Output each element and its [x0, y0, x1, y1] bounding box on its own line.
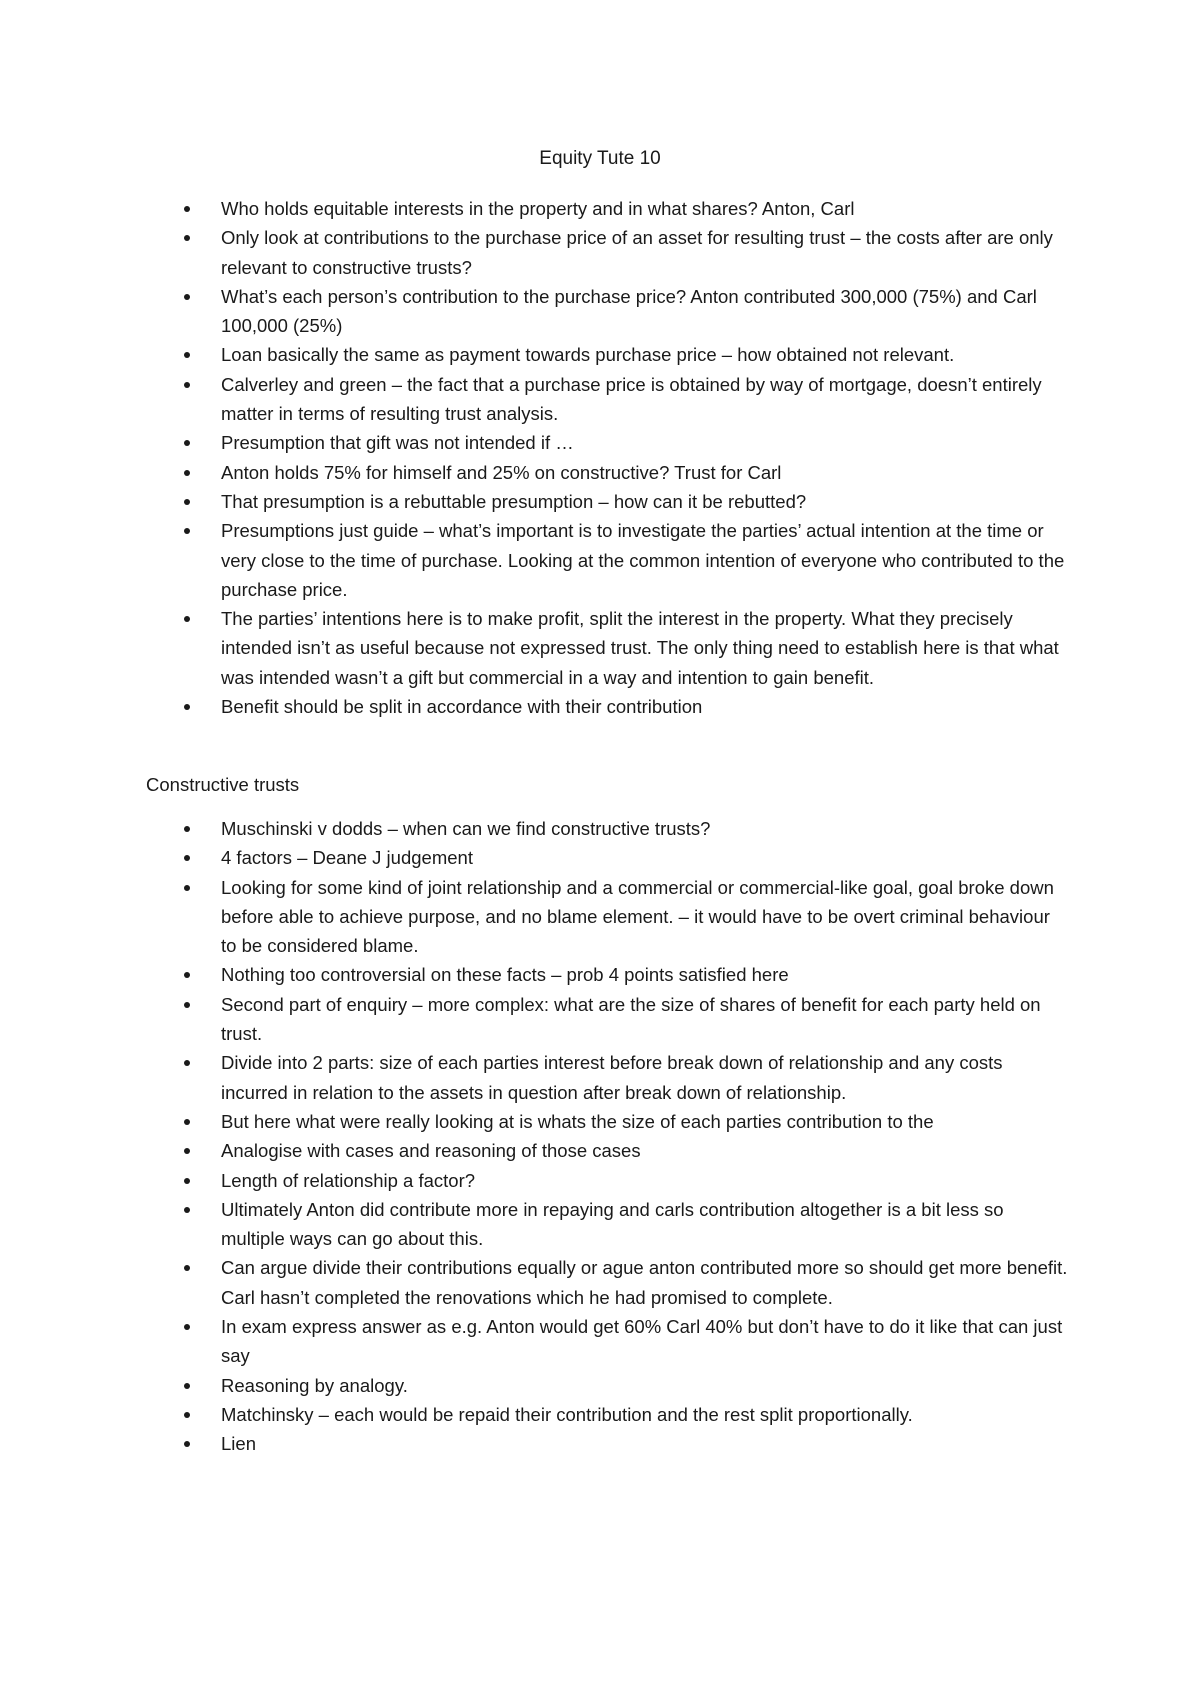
list-item-text: Second part of enquiry – more complex: what are the size of shares of benefit for each party held on trust. [221, 993, 1041, 1045]
bullet-icon [184, 1060, 190, 1066]
list-item [0, 340, 1200, 369]
list-item-text: Presumption that gift was not intended if … [221, 432, 574, 454]
bullet-icon [184, 1324, 190, 1330]
list-item [0, 692, 1200, 721]
list-item [0, 370, 1200, 429]
list-item-text: Loan basically the same as payment towards purchase price – how obtained not relevant. [221, 344, 955, 366]
list-item-text: Ultimately Anton did contribute more in repaying and carls contribution altogether is a bit less so multiple ways can go about this. [221, 1198, 1004, 1250]
list-item-text: Who holds equitable interests in the property and in what shares? Anton, Carl [221, 198, 855, 219]
bullet-list-constructive-trusts [0, 814, 1200, 1459]
list-item [0, 1371, 1200, 1400]
bullet-icon [184, 1412, 190, 1418]
bullet-icon [184, 885, 190, 891]
bullet-icon [184, 1265, 190, 1271]
bullet-icon [184, 1207, 190, 1213]
bullet-icon [184, 1383, 190, 1389]
list-item [0, 1048, 1200, 1107]
list-item-text: But here what were really looking at is whats the size of each parties contribution to the [221, 1110, 934, 1132]
list-item [0, 194, 1200, 223]
bullet-icon [184, 382, 190, 388]
list-item-text: Reasoning by analogy. [221, 1374, 408, 1396]
list-item-text: 4 factors – Deane J judgement [221, 847, 473, 869]
bullet-list-equitable-interests [0, 194, 1200, 721]
list-item-text: Benefit should be split in accordance with their contribution [221, 696, 703, 718]
list-item-text: Analogise with cases and reasoning of those cases [221, 1140, 641, 1162]
list-item-text: What’s each person’s contribution to the purchase price? Anton contributed 300,000 (75%) and Carl 100,000 (25%) [221, 285, 1037, 337]
list-item [0, 1107, 1200, 1136]
bullet-icon [184, 499, 190, 505]
list-item-text: Muschinski v dodds – when can we find constructive trusts? [221, 818, 711, 839]
list-item-text: In exam express answer as e.g. Anton would get 60% Carl 40% but don’t have to do it like that can just say [221, 1316, 1063, 1367]
bullet-icon [184, 294, 190, 300]
list-item [0, 1429, 1200, 1458]
list-item [0, 843, 1200, 872]
bullet-icon [184, 826, 190, 832]
list-item [0, 458, 1200, 487]
list-item-text: Matchinsky – each would be repaid their contribution and the rest split proportionally. [221, 1403, 913, 1425]
list-item-text: Looking for some kind of joint relationship and a commercial or commercial-like goal, goal broke down before able to achieve purpose, and no blame element. – it would have to be overt criminal behaviour to be considered blame. [221, 876, 1054, 957]
list-item [0, 1166, 1200, 1195]
list-item-text: Divide into 2 parts: size of each parties interest before break down of relationship and any costs incurred in relation to the assets in question after break down of relationship. [221, 1052, 1003, 1103]
bullet-icon [184, 206, 190, 212]
list-item-text: Anton holds 75% for himself and 25% on constructive? Trust for Carl [221, 461, 782, 483]
list-item [0, 814, 1200, 843]
list-item [0, 604, 1200, 692]
list-item [0, 1312, 1200, 1371]
list-item-text: Nothing too controversial on these facts – prob 4 points satisfied here [221, 964, 789, 986]
bullet-icon [184, 235, 190, 241]
list-item-text: The parties’ intentions here is to make profit, split the interest in the property. What they precisely intended isn’t as useful because not expressed trust. The only thing need to establish here is that what was intended wasn’t a gift but commercial in a way and intention to gain benefit. [221, 608, 1059, 688]
section-heading-constructive-trusts: Constructive trusts [146, 774, 300, 795]
list-item-text: Only look at contributions to the purchase price of an asset for resulting trust – the costs after are only relevant to constructive trusts? [221, 227, 1053, 278]
bullet-icon [184, 470, 190, 476]
list-item [0, 1400, 1200, 1429]
list-item-text: Calverley and green – the fact that a purchase price is obtained by way of mortgage, doesn’t entirely matter in terms of resulting trust analysis. [221, 373, 1042, 425]
bullet-icon [184, 855, 190, 861]
list-item [0, 487, 1200, 516]
list-item-text: Can argue divide their contributions equally or ague anton contributed more so should get more benefit. Carl hasn’t completed the renovations which he had promised to complete. [221, 1257, 1068, 1308]
bullet-icon [184, 352, 190, 358]
bullet-icon [184, 704, 190, 710]
list-item-text: Lien [221, 1433, 256, 1455]
bullet-icon [184, 1002, 190, 1008]
bullet-icon [184, 1119, 190, 1125]
list-item [0, 428, 1200, 457]
list-item [0, 1136, 1200, 1165]
list-item [0, 282, 1200, 341]
list-item-text: Length of relationship a factor? [221, 1169, 476, 1191]
list-item [0, 960, 1200, 989]
bullet-icon [184, 1148, 190, 1154]
document-title: Equity Tute 10 [539, 148, 661, 169]
list-item [0, 516, 1200, 604]
list-item [0, 1195, 1200, 1254]
bullet-icon [184, 1441, 190, 1447]
list-item [0, 223, 1200, 282]
bullet-icon [184, 616, 190, 622]
list-item [0, 1253, 1200, 1312]
list-item-text: Presumptions just guide – what’s important is to investigate the parties’ actual intention at the time or very close to the time of purchase. Looking at the common intention of everyone who contributed to the purchase price. [221, 520, 1065, 600]
bullet-icon [184, 972, 190, 978]
bullet-icon [184, 528, 190, 534]
bullet-icon [184, 1178, 190, 1184]
list-item [0, 990, 1200, 1049]
list-item [0, 873, 1200, 961]
list-item-text: That presumption is a rebuttable presumption – how can it be rebutted? [221, 490, 807, 512]
bullet-icon [184, 440, 190, 446]
